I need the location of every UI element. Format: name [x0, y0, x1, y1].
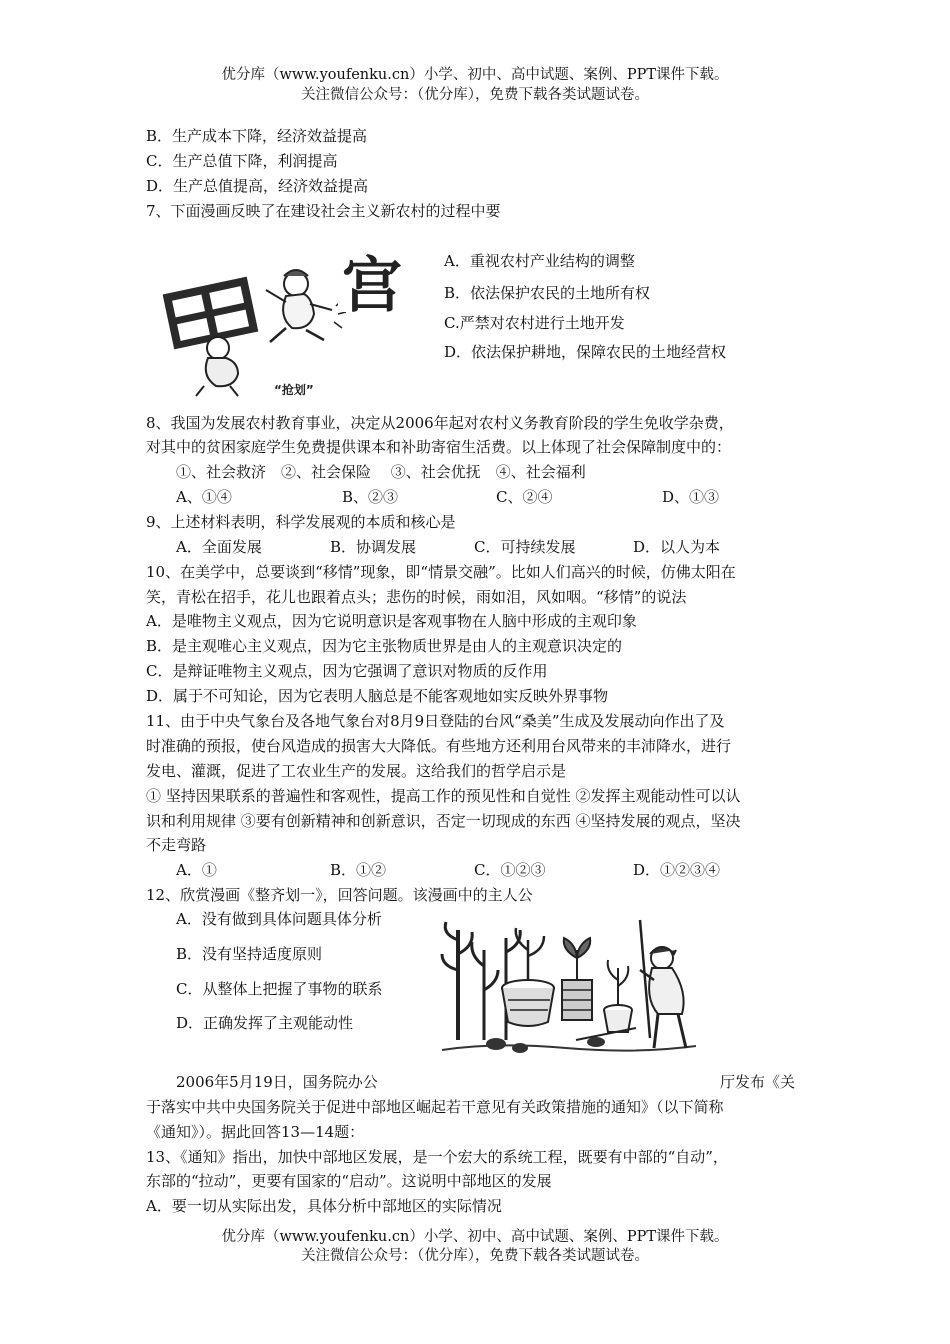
q7-option-c: C.严禁对农村进行土地开发: [444, 314, 625, 332]
q10-stem-2: 笑，青松在招手，花儿也跟着点头；悲伤的时候，雨如泪，风如咽。“移情”的说法: [146, 588, 687, 606]
q9-option-d: D．以人为本: [633, 538, 721, 556]
q11-option-d: D．①②③④: [633, 861, 721, 879]
q10-option-c: C．是辩证唯物主义观点，因为它强调了意识对物质的反作用: [146, 662, 548, 680]
q7-option-d: D．依法保护耕地，保障农民的土地经营权: [444, 343, 727, 361]
footer-line-2: 关注微信公众号：（优分库），免费下载各类试题试卷。: [301, 1248, 649, 1264]
intro-line-1b: 厅发布《关: [720, 1073, 796, 1091]
q11-stem-1: 11、由于中央气象台及各地气象台对8月9日登陆的台风“桑美”生成及发展动向作出了及: [146, 712, 725, 730]
q6-option-d: D．生产总值提高，经济效益提高: [146, 177, 369, 195]
intro-line-1a: 2006年5月19日，国务院办公: [176, 1073, 378, 1091]
q12-option-d: D．正确发挥了主观能动性: [176, 1014, 354, 1032]
q10-stem-1: 10、在美学中，总要谈到“移情”现象，即“情景交融”。比如人们高兴的时候，仿佛太阳在: [146, 563, 736, 581]
q7-stem: 7、下面漫画反映了在建设社会主义新农村的过程中要: [146, 202, 501, 220]
cartoon-palace-char: 宫: [342, 251, 402, 321]
q11-stem-3: 发电、灌溉，促进了工农业生产的发展。这给我们的哲学启示是: [146, 762, 567, 780]
q11-stem-2: 时准确的预报，使台风造成的损害大大降低。有些地方还利用台风带来的丰沛降水，进行: [146, 737, 732, 755]
q8-items: ①、社会救济 ②、社会保险 ③、社会优抚 ④、社会福利: [176, 463, 586, 481]
intro-line-2: 于落实中共中央国务院关于促进中部地区崛起若干意见有关政策措施的通知》（以下简称: [146, 1098, 724, 1116]
q8-stem-2: 对其中的贫困家庭学生免费提供课本和补助寄宿生活费。以上体现了社会保障制度中的：: [146, 438, 732, 456]
q8-option-a: A、①④: [176, 488, 232, 506]
cartoon-field-char: 田: [180, 270, 190, 281]
header-line-2: 关注微信公众号：（优分库），免费下载各类试题试卷。: [301, 87, 649, 103]
q13-option-a: A．要一切从实际出发，具体分析中部地区的实际情况: [146, 1197, 502, 1215]
q11-option-a: A．①: [176, 861, 217, 879]
q12-option-c: C．从整体上把握了事物的联系: [176, 980, 383, 998]
intro-line-3: 《通知》）。据此回答13—14题：: [146, 1123, 365, 1141]
q7-option-b: B．依法保护农民的土地所有权: [444, 284, 651, 302]
q7-option-a: A．重视农村产业结构的调整: [444, 252, 635, 270]
q11-option-b: B．①②: [330, 861, 387, 879]
land-grab-cartoon-image: [146, 236, 416, 402]
q8-option-b: B、②③: [342, 488, 399, 506]
cartoon-caption: “抢划”: [274, 383, 314, 397]
q6-option-c: C．生产总值下降，利润提高: [146, 152, 338, 170]
q11-option-c: C．①②③: [474, 861, 546, 879]
q12-option-a: A．没有做到具体问题具体分析: [176, 910, 382, 928]
q8-option-c: C、②④: [496, 488, 553, 506]
q8-option-d: D、①③: [662, 488, 720, 506]
uniformity-cartoon-image: [436, 910, 702, 1062]
q9-stem: 9、上述材料表明，科学发展观的本质和核心是: [146, 513, 456, 531]
q12-stem: 12、欣赏漫画《整齐划一》，回答问题。该漫画中的主人公: [146, 886, 533, 904]
q9-option-c: C．可持续发展: [474, 538, 576, 556]
q9-option-a: A．全面发展: [176, 538, 262, 556]
q11-statements-2: 识和利用规律 ③要有创新精神和创新意识，否定一切现成的东西 ④坚持发展的观点，坚决: [146, 812, 741, 830]
q6-option-b: B．生产成本下降，经济效益提高: [146, 127, 368, 145]
footer-line-1: 优分库（www.youfenku.cn）小学、初中、高中试题、案例、PPT课件下载。: [221, 1229, 729, 1245]
q9-option-b: B．协调发展: [330, 538, 417, 556]
q12-cartoon: [436, 910, 702, 1062]
q11-statements-3: 不走弯路: [146, 836, 207, 854]
q10-option-b: B．是主观唯心主义观点，因为它主张物质世界是由人的主观意识决定的: [146, 637, 623, 655]
q13-stem-2: 东部的“拉动”，更要有国家的“启动”。这说明中部地区的发展: [146, 1172, 552, 1190]
q10-option-a: A．是唯物主义观点，因为它说明意识是客观事物在人脑中形成的主观印象: [146, 612, 637, 630]
q13-stem-1: 13、《通知》指出，加快中部地区发展，是一个宏大的系统工程，既要有中部的“自动”，: [146, 1148, 728, 1166]
q11-statements-1: ① 坚持因果联系的普遍性和客观性，提高工作的预见性和自觉性 ②发挥主观能动性可以认: [146, 787, 741, 805]
q10-option-d: D．属于不可知论，因为它表明人脑总是不能客观地如实反映外界事物: [146, 687, 609, 705]
q7-cartoon: [146, 236, 416, 402]
q8-stem-1: 8、我国为发展农村教育事业，决定从2006年起对农村义务教育阶段的学生免收学杂费，: [146, 414, 734, 432]
header-line-1: 优分库（www.youfenku.cn）小学、初中、高中试题、案例、PPT课件下载。: [221, 67, 729, 83]
q12-option-b: B．没有坚持适度原则: [176, 945, 323, 963]
